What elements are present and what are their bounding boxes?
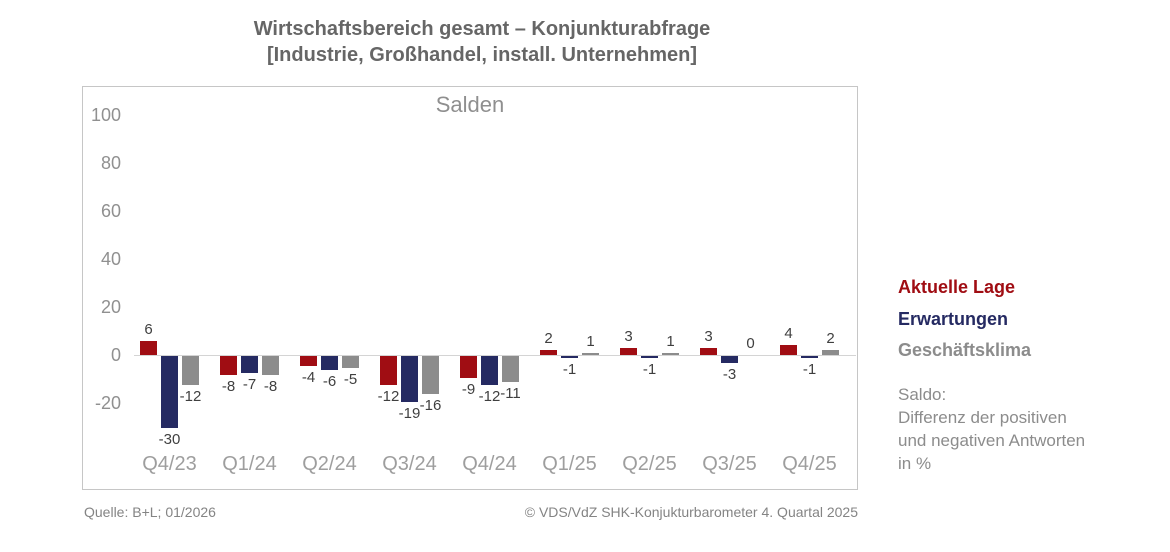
chart-bar <box>342 356 359 368</box>
bar-value-label: -11 <box>500 385 521 403</box>
bar-value-label: 3 <box>624 327 633 345</box>
bar-value-label: -1 <box>642 361 657 379</box>
chart-bar <box>620 348 637 355</box>
saldo-note-line-3: und negativen Antworten <box>898 431 1086 450</box>
bar-value-label: -1 <box>802 361 817 379</box>
chart-bar <box>700 348 717 355</box>
bar-value-label: 1 <box>666 332 675 350</box>
chart-bar <box>561 356 578 358</box>
chart-main-title <box>0 16 964 68</box>
copyright-note: © VDS/VdZ SHK-Konjukturbarometer 4. Quartal 2025 <box>524 504 858 520</box>
chart-bar <box>140 341 157 355</box>
chart-bar <box>540 350 557 355</box>
x-axis-category-label: Q4/24 <box>462 453 517 475</box>
bar-value-label: -1 <box>562 361 577 379</box>
bar-value-label: -5 <box>343 371 358 388</box>
chart-bar <box>422 356 439 394</box>
y-axis-tick-label: 80 <box>100 153 121 173</box>
title-line-2: [Industrie, Großhandel, install. Unternehmen] <box>266 44 698 66</box>
bar-value-label: -19 <box>398 404 421 422</box>
bar-value-label: -8 <box>263 378 278 396</box>
bar-value-label: -30 <box>158 431 181 448</box>
x-axis-category-label: Q3/24 <box>382 453 437 475</box>
bar-value-label: -12 <box>179 387 202 405</box>
bar-value-label: 0 <box>746 335 755 352</box>
chart-bar <box>321 356 338 370</box>
bar-value-label: -3 <box>722 366 737 384</box>
y-axis-tick-label: 20 <box>100 297 121 317</box>
legend-item-aktuelle-lage: Aktuelle Lage <box>898 277 1016 297</box>
bar-value-label: 4 <box>784 325 793 343</box>
title-line-1: Wirtschaftsbereich gesamt – Konjunkturabfrage <box>253 18 711 40</box>
chart-bar <box>582 353 599 355</box>
y-axis-tick-label: -20 <box>94 393 121 413</box>
bar-value-label: -8 <box>221 378 236 396</box>
chart-bar <box>641 356 658 358</box>
y-axis-tick-label: 100 <box>90 105 121 125</box>
bar-value-label: 2 <box>544 330 553 348</box>
chart-bar <box>721 356 738 363</box>
chart-bar <box>481 356 498 385</box>
chart-bar <box>182 356 199 385</box>
bar-value-label: -9 <box>461 380 476 398</box>
bar-value-label: -6 <box>322 373 337 391</box>
x-axis-category-label: Q1/24 <box>222 453 277 475</box>
chart-bar <box>300 356 317 366</box>
x-axis-category-label: Q4/23 <box>142 453 197 475</box>
chart-bar <box>401 356 418 402</box>
chart-bar <box>801 356 818 358</box>
plot-title: Salden <box>435 92 505 117</box>
bar-value-label: 1 <box>586 332 595 350</box>
y-axis-tick-label: 0 <box>110 345 121 365</box>
saldo-note-line-2: Differenz der positiven <box>898 408 1067 427</box>
y-axis-tick-label: 40 <box>100 249 121 269</box>
bar-value-label: 2 <box>826 330 835 348</box>
y-axis-tick-label: 60 <box>100 201 121 221</box>
bar-value-label: -4 <box>301 368 316 386</box>
chart-bar <box>662 353 679 355</box>
chart-bar <box>241 356 258 373</box>
chart-bar <box>502 356 519 382</box>
chart-bar <box>262 356 279 375</box>
bar-value-label: -7 <box>242 375 257 393</box>
plot-area <box>82 86 858 490</box>
x-axis-category-label: Q2/25 <box>622 453 677 475</box>
chart-bar <box>460 356 477 378</box>
x-axis-category-label: Q4/25 <box>782 453 837 475</box>
x-axis-category-label: Q2/24 <box>302 453 357 475</box>
chart-bar <box>380 356 397 385</box>
legend-item-erwartungen: Erwartungen <box>898 309 1009 329</box>
saldo-note <box>898 383 1085 475</box>
chart-bar <box>780 345 797 355</box>
bar-value-label: -12 <box>377 387 400 405</box>
bar-value-label: 6 <box>144 320 153 338</box>
chart-bar <box>822 350 839 355</box>
legend-item-geschaeftsklima: Geschäftsklima <box>898 340 1032 360</box>
bar-value-label: -12 <box>478 387 501 405</box>
chart-bar <box>220 356 237 375</box>
saldo-note-line-4: in % <box>898 454 932 473</box>
saldo-note-line-1: Saldo: <box>898 385 947 404</box>
bar-value-label: 3 <box>704 327 713 345</box>
x-axis-category-label: Q1/25 <box>542 453 597 475</box>
source-note: Quelle: B+L; 01/2026 <box>84 504 216 520</box>
x-axis-category-label: Q3/25 <box>702 453 757 475</box>
bar-value-label: -16 <box>419 397 442 415</box>
